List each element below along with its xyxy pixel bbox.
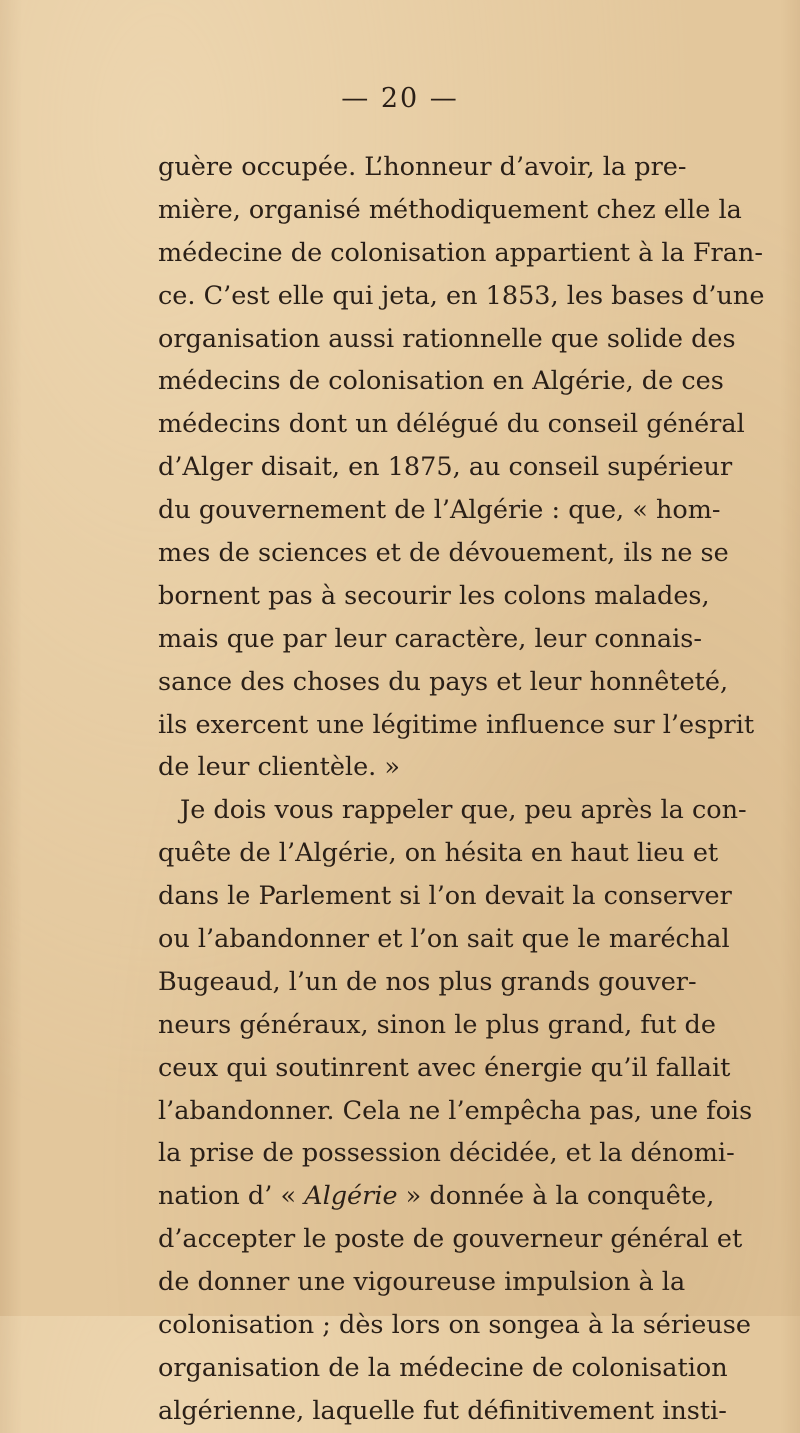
text-line: médecine de colonisation appartient à la Fran- <box>158 237 763 268</box>
text-line: ce. C’est elle qui jeta, en 1853, les bases d’une <box>158 280 765 311</box>
text-line: neurs généraux, sinon le plus grand, fut de <box>158 1009 716 1040</box>
text-line: de leur clientèle. » <box>158 752 400 783</box>
text-line: Je dois vous rappeler que, peu après la con- <box>180 795 747 826</box>
text-line: mière, organisé méthodiquement chez elle la <box>158 194 742 225</box>
text-line: mes de sciences et de dévouement, ils ne se <box>158 538 729 569</box>
text-line: de donner une vigoureuse impulsion à la <box>158 1267 686 1298</box>
text-line: ceux qui soutinrent avec énergie qu’il fallait <box>158 1052 731 1083</box>
text-line: algérienne, laquelle fut définitivement insti- <box>158 1395 727 1426</box>
text-segment: nation d’ « <box>158 1181 305 1212</box>
text-line: organisation aussi rationnelle que solide des <box>158 323 736 354</box>
text-line: dans le Parlement si l’on devait la conserver <box>158 881 732 912</box>
text-line: la prise de possession décidée, et la dénomi- <box>158 1138 735 1169</box>
page-number: — 20 — <box>341 83 459 114</box>
text-line: mais que par leur caractère, leur connais- <box>158 623 702 654</box>
text-line: du gouvernement de l’Algérie : que, « hom- <box>158 495 721 526</box>
text-line: ou l’abandonner et l’on sait que le maréchal <box>158 924 730 955</box>
text-line: ils exercent une légitime influence sur l’esprit <box>158 709 755 740</box>
text-line: sance des choses du pays et leur honnêteté, <box>158 666 729 697</box>
text-line: l’abandonner. Cela ne l’empêcha pas, une fois <box>158 1095 753 1126</box>
text-line: médecins de colonisation en Algérie, de ces <box>158 366 724 397</box>
text-line-algerie <box>158 1175 715 1218</box>
italic-word: Algérie <box>304 1181 398 1212</box>
body-text <box>158 146 765 1433</box>
text-line: médecins dont un délégué du conseil général <box>158 409 745 440</box>
text-line: d’Alger disait, en 1875, au conseil supérieur <box>158 452 733 483</box>
text-line: quête de l’Algérie, on hésita en haut lieu et <box>158 838 719 869</box>
text-line: guère occupée. L’honneur d’avoir, la pre- <box>158 152 687 182</box>
text-line: colonisation ; dès lors on songea à la sérieuse <box>158 1310 751 1341</box>
text-line: Bugeaud, l’un de nos plus grands gouver- <box>158 966 697 997</box>
text-segment: » donnée à la conquête, <box>397 1181 715 1212</box>
text-line: bornent pas à secourir les colons malades, <box>158 580 710 611</box>
text-line: d’accepter le poste de gouverneur général et <box>158 1224 743 1255</box>
text-line: organisation de la médecine de colonisation <box>158 1352 728 1383</box>
